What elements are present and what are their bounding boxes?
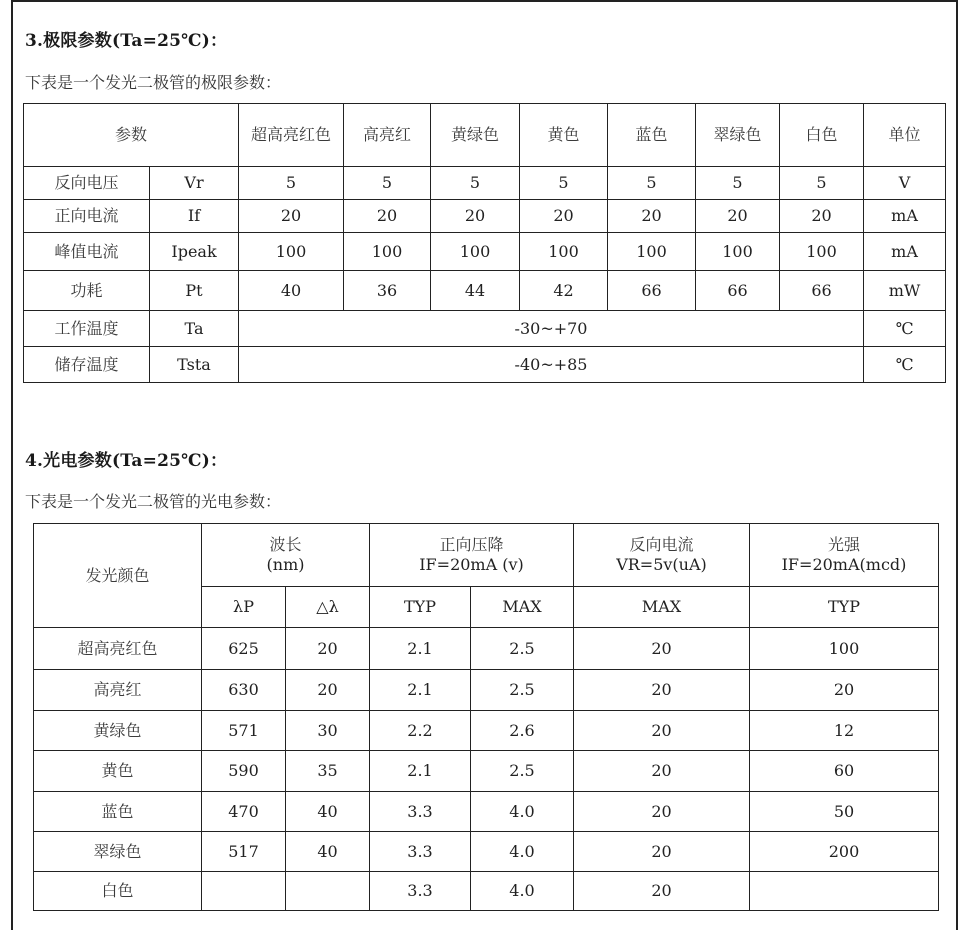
table-row xyxy=(34,670,939,711)
reverse-current-max: 20 xyxy=(574,711,750,751)
header-param: 参数 xyxy=(24,104,239,167)
param-unit: mA xyxy=(864,233,946,271)
header-color: 蓝色 xyxy=(608,104,696,167)
header-unit: 单位 xyxy=(864,104,946,167)
header-reverse-current xyxy=(574,524,750,587)
delta-wavelength: 20 xyxy=(286,628,370,670)
peak-wavelength: 571 xyxy=(202,711,286,751)
param-value: 20 xyxy=(344,200,431,233)
reverse-current-max: 20 xyxy=(574,792,750,832)
forward-voltage-max: 4.0 xyxy=(471,832,574,872)
param-value: 100 xyxy=(344,233,431,271)
header-peak-wavelength: λP xyxy=(202,587,286,628)
param-name: 正向电流 xyxy=(24,200,150,233)
delta-wavelength: 20 xyxy=(286,670,370,711)
param-name: 储存温度 xyxy=(24,347,150,383)
header-max: MAX xyxy=(574,587,750,628)
table-row xyxy=(34,792,939,832)
param-symbol: Vr xyxy=(150,167,239,200)
header-color: 超高亮红色 xyxy=(239,104,344,167)
led-color: 白色 xyxy=(34,872,202,911)
param-unit: V xyxy=(864,167,946,200)
section3-heading: 3.极限参数(Ta=25℃)： xyxy=(25,31,228,51)
delta-wavelength: 40 xyxy=(286,792,370,832)
forward-voltage-max: 2.6 xyxy=(471,711,574,751)
header-typ: TYP xyxy=(750,587,939,628)
led-color: 黄色 xyxy=(34,751,202,792)
param-symbol: Ta xyxy=(150,311,239,347)
param-value: 20 xyxy=(520,200,608,233)
header-intensity-label: 光强 xyxy=(827,535,860,554)
param-value: 44 xyxy=(431,271,520,311)
table-row xyxy=(34,751,939,792)
param-value: 100 xyxy=(696,233,780,271)
delta-wavelength xyxy=(286,872,370,911)
led-color: 蓝色 xyxy=(34,792,202,832)
table-row xyxy=(34,711,939,751)
forward-voltage-typ: 3.3 xyxy=(370,792,471,832)
table-row xyxy=(34,832,939,872)
table-row xyxy=(24,233,946,271)
param-value: 5 xyxy=(344,167,431,200)
param-value: 20 xyxy=(696,200,780,233)
param-value: 5 xyxy=(696,167,780,200)
param-value: 66 xyxy=(780,271,864,311)
forward-voltage-typ: 2.1 xyxy=(370,751,471,792)
header-intensity xyxy=(750,524,939,587)
header-emission-color: 发光颜色 xyxy=(34,524,202,628)
intensity-typ: 200 xyxy=(750,832,939,872)
peak-wavelength: 470 xyxy=(202,792,286,832)
forward-voltage-typ: 2.2 xyxy=(370,711,471,751)
led-color: 超高亮红色 xyxy=(34,628,202,670)
param-range-value: -40~+85 xyxy=(239,347,864,383)
reverse-current-max: 20 xyxy=(574,872,750,911)
header-max: MAX xyxy=(471,587,574,628)
param-name: 工作温度 xyxy=(24,311,150,347)
intensity-typ: 12 xyxy=(750,711,939,751)
table-row xyxy=(24,271,946,311)
forward-voltage-typ: 3.3 xyxy=(370,832,471,872)
table-header-row xyxy=(34,524,939,587)
param-value: 100 xyxy=(780,233,864,271)
param-value: 20 xyxy=(431,200,520,233)
table-row xyxy=(34,628,939,670)
param-value: 40 xyxy=(239,271,344,311)
param-value: 20 xyxy=(780,200,864,233)
param-value: 5 xyxy=(431,167,520,200)
section4-intro: 下表是一个发光二极管的光电参数： xyxy=(25,492,282,511)
header-color: 翠绿色 xyxy=(696,104,780,167)
peak-wavelength: 590 xyxy=(202,751,286,792)
forward-voltage-max: 4.0 xyxy=(471,872,574,911)
table-row xyxy=(34,872,939,911)
intensity-typ: 100 xyxy=(750,628,939,670)
param-value: 20 xyxy=(239,200,344,233)
section4-heading: 4.光电参数(Ta=25℃)： xyxy=(25,451,228,471)
param-value: 20 xyxy=(608,200,696,233)
forward-voltage-typ: 2.1 xyxy=(370,628,471,670)
param-name: 功耗 xyxy=(24,271,150,311)
peak-wavelength: 517 xyxy=(202,832,286,872)
param-value: 100 xyxy=(520,233,608,271)
peak-wavelength: 630 xyxy=(202,670,286,711)
forward-voltage-max: 2.5 xyxy=(471,670,574,711)
param-value: 5 xyxy=(239,167,344,200)
table-row xyxy=(24,347,946,383)
led-color: 高亮红 xyxy=(34,670,202,711)
param-value: 66 xyxy=(608,271,696,311)
reverse-current-max: 20 xyxy=(574,751,750,792)
optoelectronic-parameters-table xyxy=(33,523,939,911)
table-row xyxy=(24,311,946,347)
param-value: 100 xyxy=(608,233,696,271)
header-wavelength-label: 波长 xyxy=(269,535,302,554)
param-symbol: If xyxy=(150,200,239,233)
reverse-current-max: 20 xyxy=(574,628,750,670)
param-value: 66 xyxy=(696,271,780,311)
param-unit: ℃ xyxy=(864,311,946,347)
param-symbol: Pt xyxy=(150,271,239,311)
param-symbol: Ipeak xyxy=(150,233,239,271)
param-value: 5 xyxy=(608,167,696,200)
header-wavelength xyxy=(202,524,370,587)
header-color: 白色 xyxy=(780,104,864,167)
param-value: 5 xyxy=(780,167,864,200)
forward-voltage-max: 4.0 xyxy=(471,792,574,832)
param-unit: mA xyxy=(864,200,946,233)
forward-voltage-typ: 2.1 xyxy=(370,670,471,711)
forward-voltage-typ: 3.3 xyxy=(370,872,471,911)
limit-parameters-table xyxy=(23,103,946,383)
delta-wavelength: 30 xyxy=(286,711,370,751)
param-unit: ℃ xyxy=(864,347,946,383)
header-delta-wavelength: △λ xyxy=(286,587,370,628)
table-row xyxy=(24,167,946,200)
header-color: 黄色 xyxy=(520,104,608,167)
table-row xyxy=(24,200,946,233)
header-color: 高亮红 xyxy=(344,104,431,167)
intensity-typ: 20 xyxy=(750,670,939,711)
header-typ: TYP xyxy=(370,587,471,628)
peak-wavelength xyxy=(202,872,286,911)
header-forward-voltage-cond: IF=20mA (v) xyxy=(419,555,524,574)
param-name: 峰值电流 xyxy=(24,233,150,271)
intensity-typ: 60 xyxy=(750,751,939,792)
header-reverse-current-label: 反向电流 xyxy=(629,535,694,554)
param-name: 反向电压 xyxy=(24,167,150,200)
param-value: 36 xyxy=(344,271,431,311)
delta-wavelength: 40 xyxy=(286,832,370,872)
param-value: 5 xyxy=(520,167,608,200)
forward-voltage-max: 2.5 xyxy=(471,628,574,670)
param-value: 42 xyxy=(520,271,608,311)
header-forward-voltage xyxy=(370,524,574,587)
reverse-current-max: 20 xyxy=(574,832,750,872)
param-value: 100 xyxy=(239,233,344,271)
param-unit: mW xyxy=(864,271,946,311)
table-header-row xyxy=(24,104,946,167)
param-range-value: -30~+70 xyxy=(239,311,864,347)
param-value: 100 xyxy=(431,233,520,271)
led-color: 黄绿色 xyxy=(34,711,202,751)
peak-wavelength: 625 xyxy=(202,628,286,670)
led-color: 翠绿色 xyxy=(34,832,202,872)
header-forward-voltage-label: 正向压降 xyxy=(439,535,504,554)
delta-wavelength: 35 xyxy=(286,751,370,792)
reverse-current-max: 20 xyxy=(574,670,750,711)
header-reverse-current-cond: VR=5v(uA) xyxy=(616,555,707,574)
forward-voltage-max: 2.5 xyxy=(471,751,574,792)
header-wavelength-unit: (nm) xyxy=(266,555,305,574)
param-symbol: Tsta xyxy=(150,347,239,383)
header-intensity-cond: IF=20mA(mcd) xyxy=(781,555,907,574)
intensity-typ xyxy=(750,872,939,911)
section3-intro: 下表是一个发光二极管的极限参数： xyxy=(25,73,282,92)
intensity-typ: 50 xyxy=(750,792,939,832)
header-color: 黄绿色 xyxy=(431,104,520,167)
